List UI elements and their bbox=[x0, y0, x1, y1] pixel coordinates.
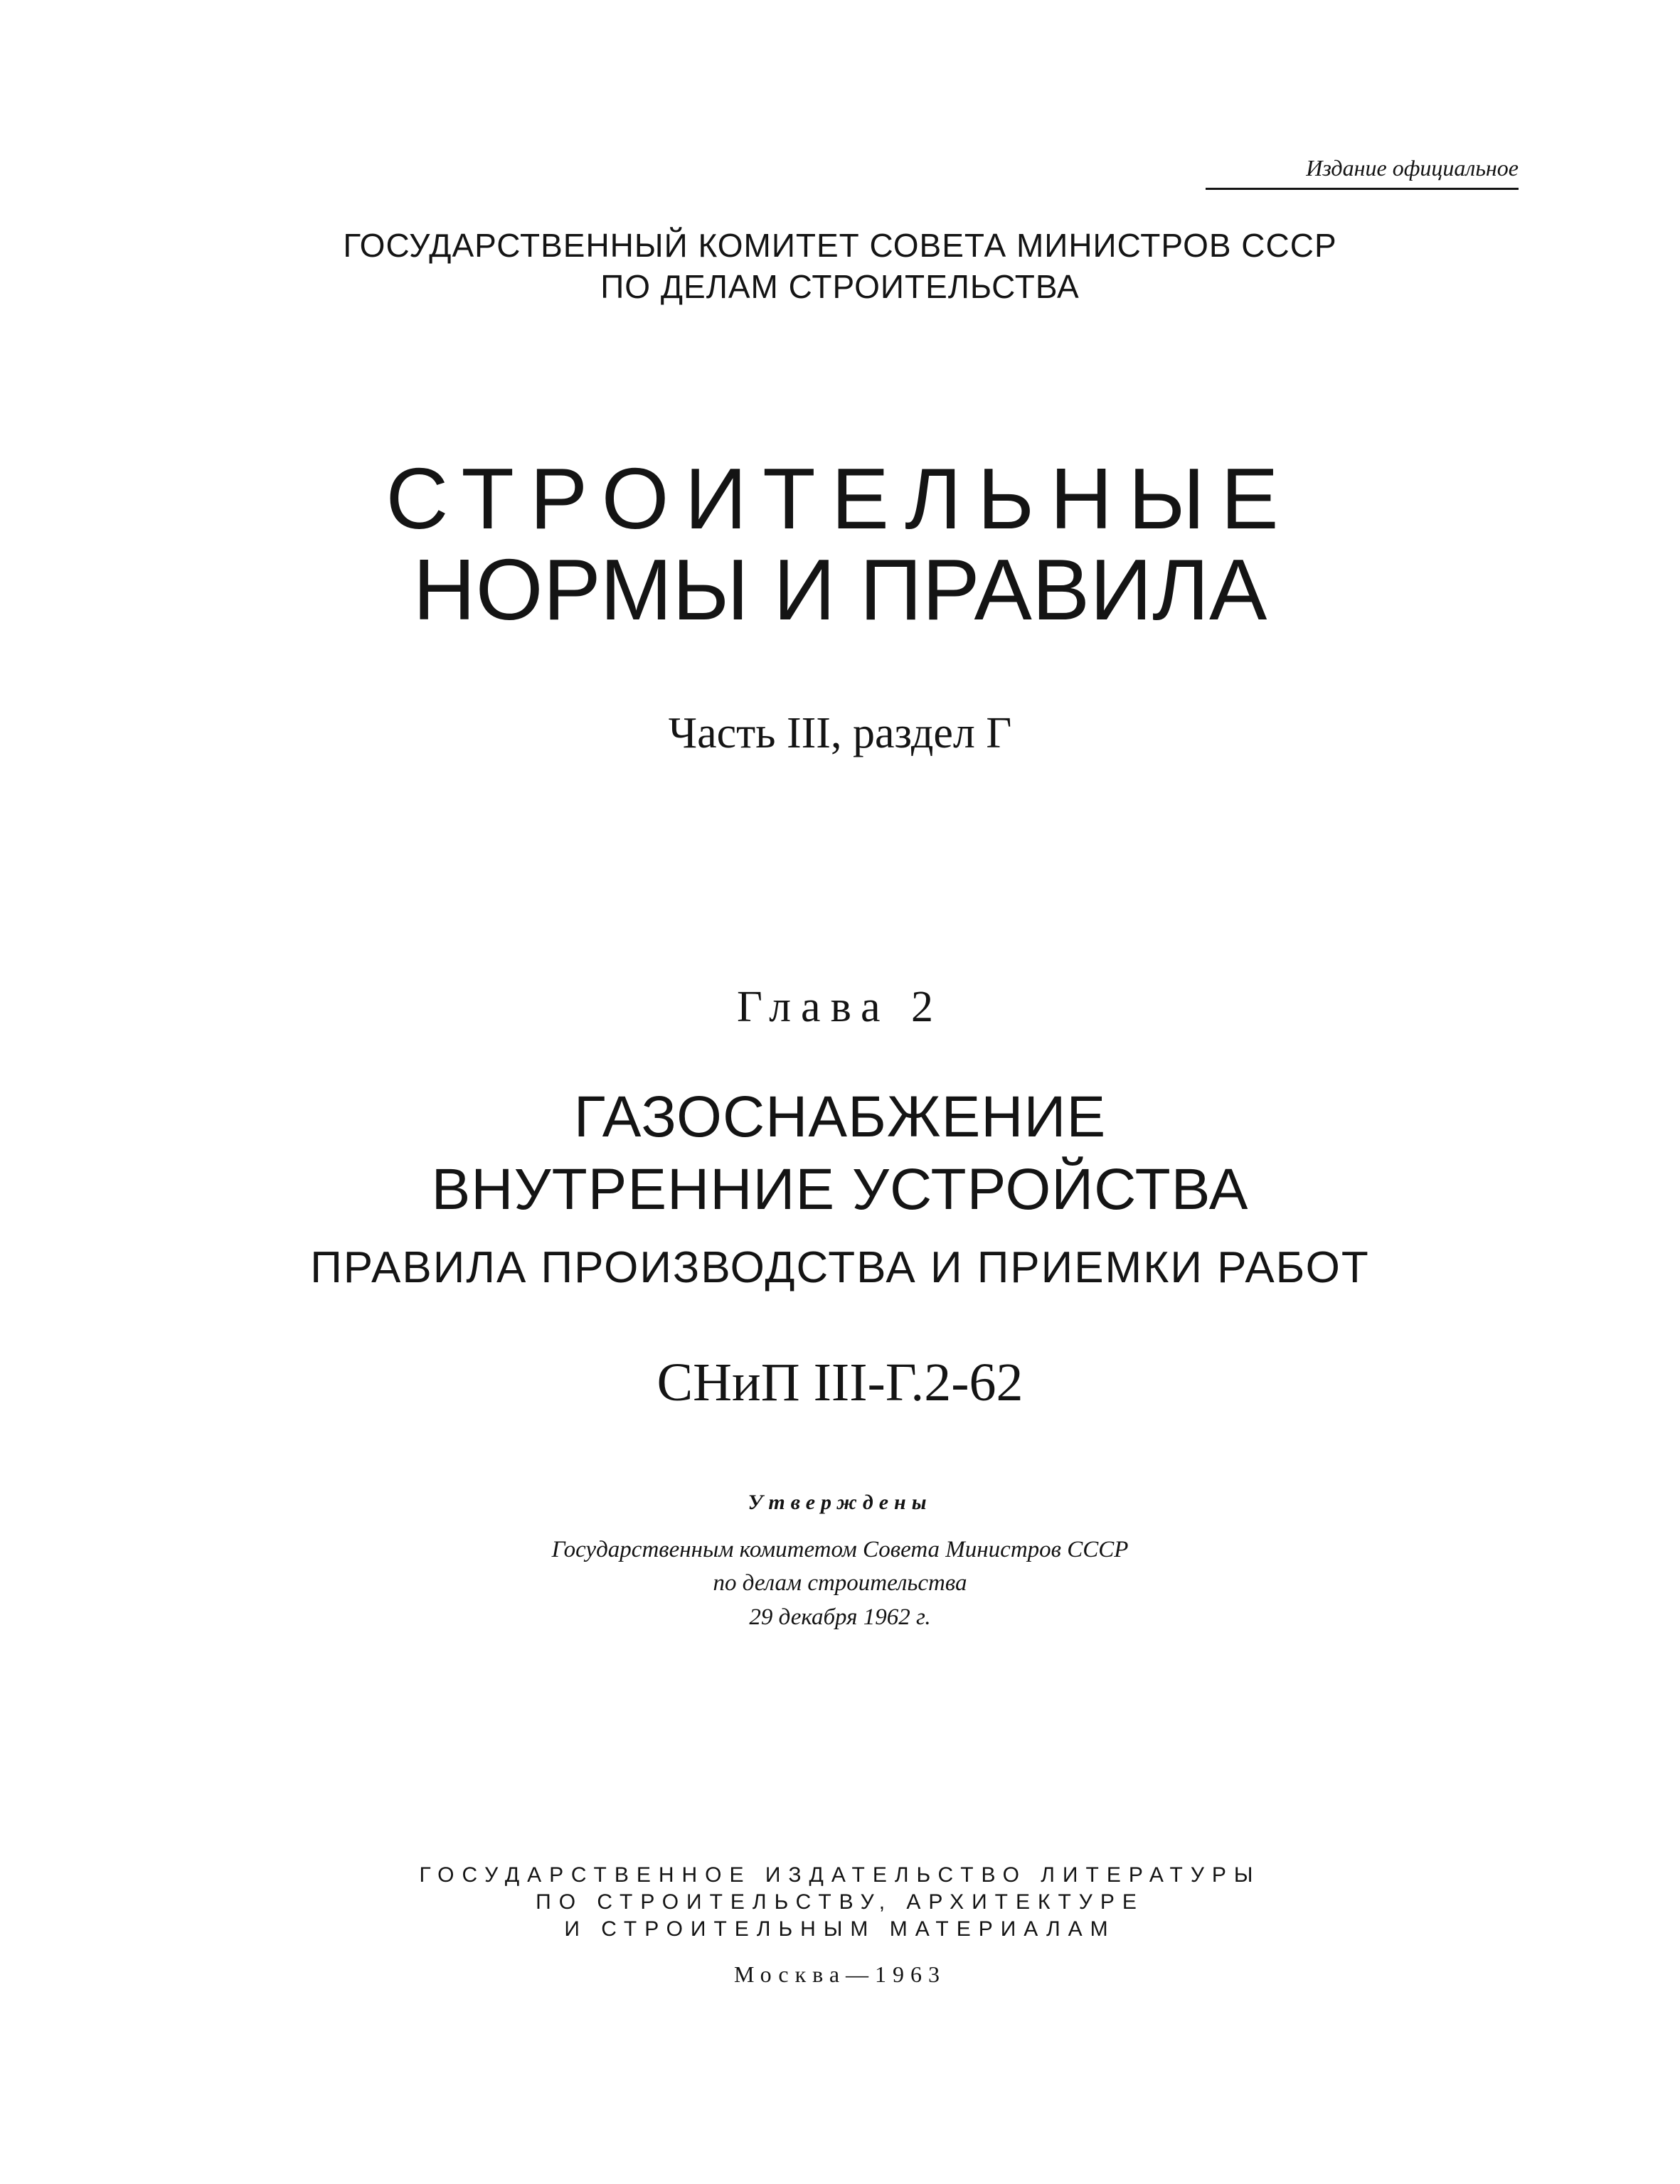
edition-note-underline bbox=[1206, 188, 1519, 190]
committee-line-2: ПО ДЕЛАМ СТРОИТЕЛЬСТВА bbox=[600, 268, 1080, 305]
subject-line-3: ПРАВИЛА ПРОИЗВОДСТВА И ПРИЕМКИ РАБОТ bbox=[310, 1243, 1370, 1292]
title-line-2: НОРМЫ И ПРАВИЛА bbox=[413, 541, 1267, 638]
publisher-line-3: И СТРОИТЕЛЬНЫМ МАТЕРИАЛАМ bbox=[564, 1917, 1116, 1941]
title-line-1: СТРОИТЕЛЬНЫЕ bbox=[386, 450, 1294, 547]
chapter-heading: Глава 2 bbox=[736, 983, 944, 1031]
subject-line-2: ВНУТРЕННИЕ УСТРОЙСТВА bbox=[431, 1157, 1249, 1222]
publication-city-year: Москва—1963 bbox=[733, 1961, 947, 1987]
approval-heading: Утверждены bbox=[748, 1491, 932, 1514]
approval-date: 29 декабря 1962 г. bbox=[749, 1604, 931, 1630]
committee-line-1: ГОСУДАРСТВЕННЫЙ КОМИТЕТ СОВЕТА МИНИСТРОВ СССР bbox=[343, 227, 1337, 264]
approval-line-2: по делам строительства bbox=[713, 1570, 967, 1596]
document-code: СНиП III-Г.2-62 bbox=[656, 1353, 1024, 1412]
edition-note: Издание официальное bbox=[1306, 155, 1519, 181]
publisher-line-1: ГОСУДАРСТВЕННОЕ ИЗДАТЕЛЬСТВО ЛИТЕРАТУРЫ bbox=[419, 1863, 1261, 1887]
publisher-line-2: ПО СТРОИТЕЛЬСТВУ, АРХИТЕКТУРЕ bbox=[536, 1890, 1144, 1914]
approval-line-1: Государственным комитетом Совета Министров СССР bbox=[551, 1537, 1129, 1562]
part-section: Часть III, раздел Г bbox=[668, 709, 1012, 757]
subject-line-1: ГАЗОСНАБЖЕНИЕ bbox=[573, 1085, 1107, 1149]
